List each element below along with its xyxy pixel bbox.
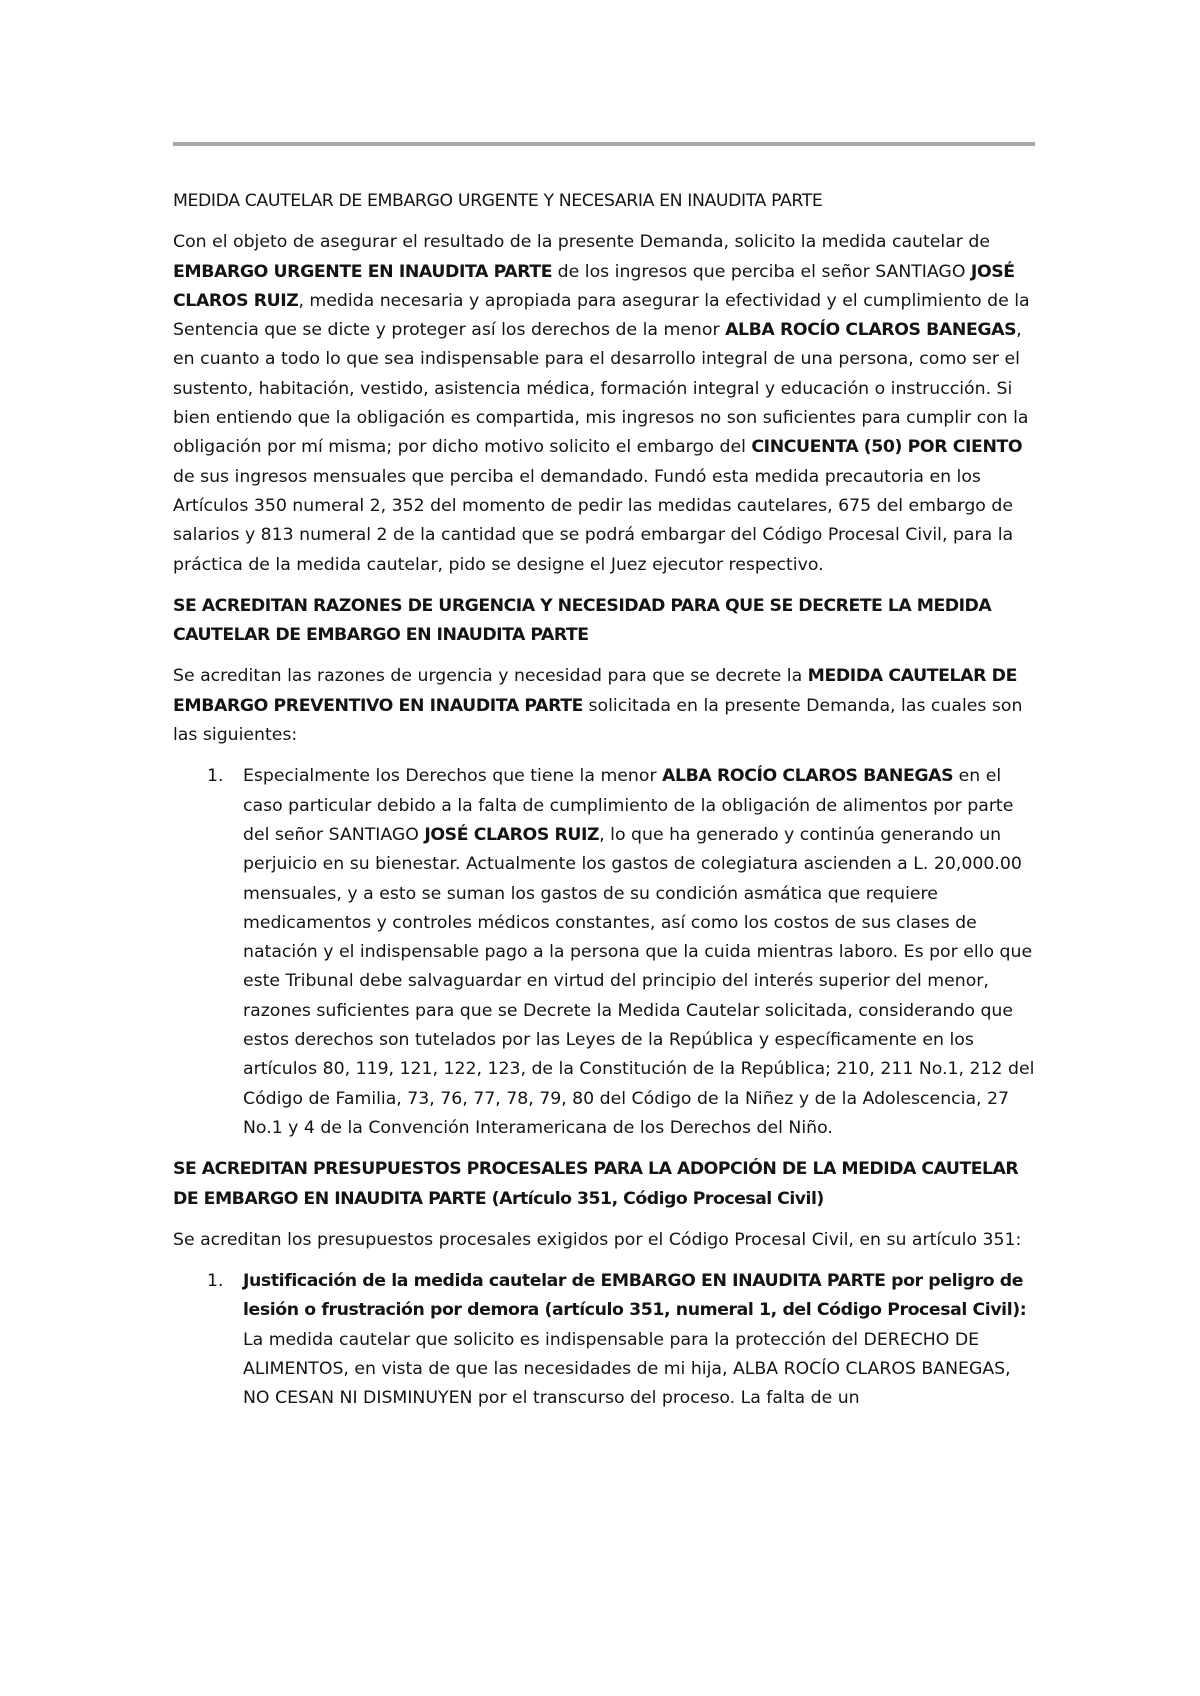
list-number: 1. <box>207 1271 224 1292</box>
list-item <box>207 762 1041 1143</box>
text-run: Con el objeto de asegurar el resultado de la presente Demanda, solicito la medida cautelar de <box>173 232 991 253</box>
bold-run: ALBA ROCÍO CLAROS BANEGAS <box>662 766 954 787</box>
header-rule <box>173 142 1035 146</box>
section-heading-presupuestos: SE ACREDITAN PRESUPUESTOS PROCESALES PARA LA ADOPCIÓN DE LA MEDIDA CAUTELAR DE EMBARGO EN INAUDITA PARTE (Artículo 351, Código Procesal Civil) <box>173 1159 1019 1209</box>
bold-run: MEDIDA CAUTELAR DE EMBARGO PREVENTIVO EN INAUDITA PARTE <box>173 666 1017 716</box>
text-run: Se acreditan las razones de urgencia y necesidad para que se decrete la <box>173 666 808 687</box>
text-run: solicitada en la presente Demanda, las cuales son las siguientes: <box>173 695 1023 746</box>
section-heading-embargo-urgente: MEDIDA CAUTELAR DE EMBARGO URGENTE Y NECESARIA EN INAUDITA PARTE <box>173 191 823 211</box>
bold-run: JOSÉ CLAROS RUIZ <box>173 261 1015 311</box>
paragraph-razones <box>173 662 1041 750</box>
paragraph-presupuestos: Se acreditan los presupuestos procesales exigidos por el Código Procesal Civil, en su artículo 351: <box>173 1229 1022 1250</box>
list-razones <box>173 762 1041 1143</box>
document-body <box>173 187 1041 1414</box>
text-run: de sus ingresos mensuales que perciba el demandado. Fundó esta medida precautoria en los Artículos 350 numeral 2, 352 del momento de pedir las medidas cautelares, 675 del embargo de salarios y 813 numeral 2 de la cantidad que se podrá embargar del Código Procesal Civil, para la práctica de la medida cautelar, pido se designe el Juez ejecutor respectivo. <box>173 466 1014 575</box>
list-number: 1. <box>207 766 224 787</box>
bold-run: CINCUENTA (50) POR CIENTO <box>751 437 1023 458</box>
text-run: en el caso particular debido a la falta de cumplimiento de la obligación de alimentos por parte del señor SANTIAGO <box>243 766 1014 845</box>
section-heading-razones-urgencia: SE ACREDITAN RAZONES DE URGENCIA Y NECESIDAD PARA QUE SE DECRETE LA MEDIDA CAUTELAR DE EMBARGO EN INAUDITA PARTE <box>173 595 992 646</box>
text-run: La medida cautelar que solicito es indispensable para la protección del DERECHO DE ALIMENTOS, en vista de que las necesidades de mi hija, ALBA ROCÍO CLAROS BANEGAS, NO CESAN NI DISMINUYEN por el transcurso del proceso. La falta de un <box>243 1329 1011 1409</box>
paragraph-solicitud-embargo <box>173 228 1041 580</box>
text-run: , lo que ha generado y continúa generando un perjuicio en su bienestar. Actualmente los gastos de colegiatura ascienden a L. 20,000.00 mensuales, y a esto se suman los gastos de su condición asmática que requiere medicamentos y controles médicos constantes, así como los costos de sus clases de natación y el indispensable pago a la persona que la cuida mientras laboro. Es por ello que este Tribunal debe salvaguardar en virtud del principio del interés superior del menor, razones suficientes para que se Decrete la Medida Cautelar solicitada, considerando que estos derechos son tutelados por las Leyes de la República y específicamente en los artículos 80, 119, 121, 122, 123, de la Constitución de la República; 210, 211 No.1, 212 del Código de Familia, 73, 76, 77, 78, 79, 80 del Código de la Niñez y de la Adolescencia, 27 No.1 y 4 de la Convención Interamericana de los Derechos del Niño. <box>243 824 1035 1138</box>
bold-run: ALBA ROCÍO CLAROS BANEGAS <box>725 320 1017 341</box>
list-item-heading: Justificación de la medida cautelar de EMBARGO EN INAUDITA PARTE por peligro de lesión o frustración por demora (artículo 351, numeral 1, del Código Procesal Civil): <box>243 1271 1027 1321</box>
text-run: Especialmente los Derechos que tiene la menor <box>243 766 663 787</box>
text-run: de los ingresos que perciba el señor SANTIAGO <box>552 261 971 282</box>
bold-run: EMBARGO URGENTE EN INAUDITA PARTE <box>173 261 553 282</box>
list-item <box>207 1267 1041 1413</box>
bold-run: JOSÉ CLAROS RUIZ <box>424 824 600 845</box>
list-presupuestos <box>173 1267 1041 1413</box>
text-run: , medida necesaria y apropiada para asegurar la efectividad y el cumplimiento de la Sentencia que se dicte y proteger así los derechos de la menor <box>173 290 1030 341</box>
text-run: , en cuanto a todo lo que sea indispensable para el desarrollo integral de una persona, como ser el sustento, habitación, vestido, asistencia médica, formación integral y educación o instrucción. Si bien entiendo que la obligación es compartida, mis ingresos no son suficientes para cumplir con la obligación por mí misma; por dicho motivo solicito el embargo del <box>173 320 1029 458</box>
